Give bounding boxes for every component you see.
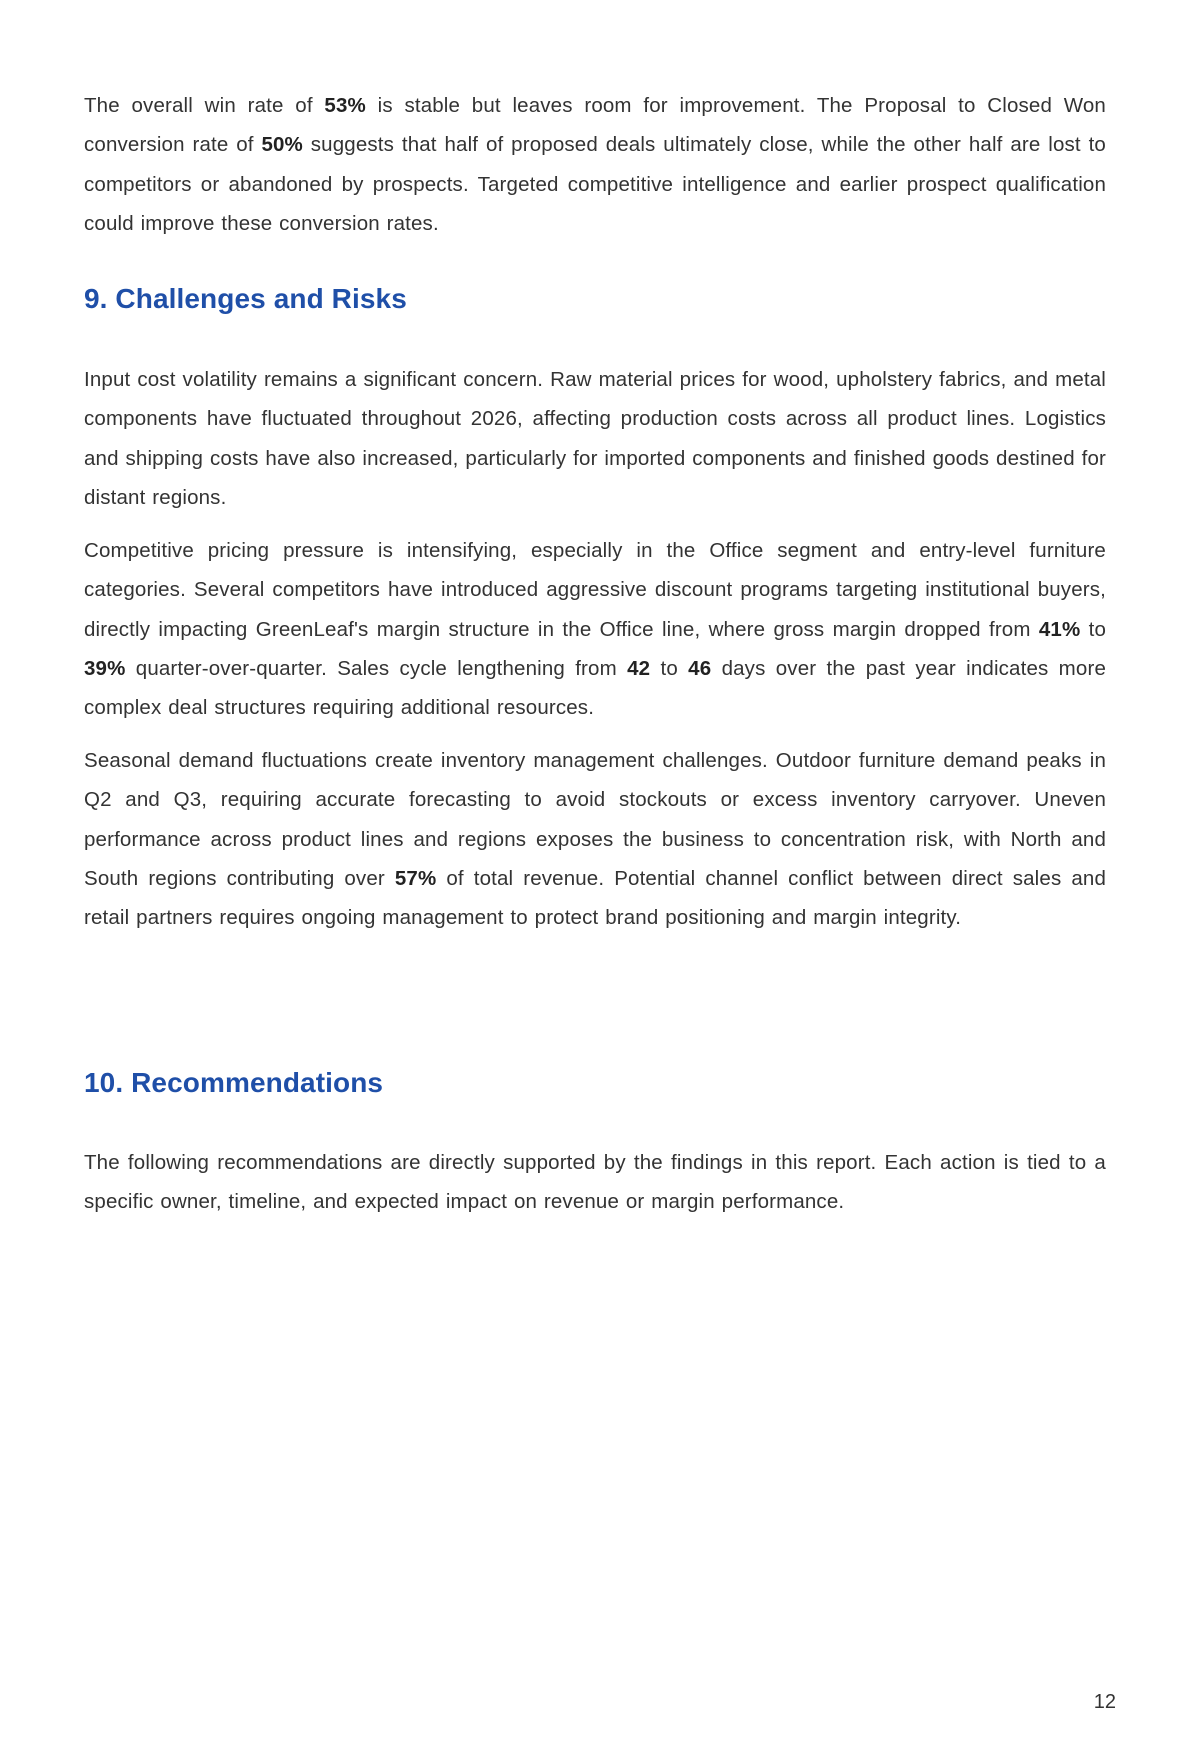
regional-share-value: 57% bbox=[394, 866, 437, 890]
text-run: to bbox=[1080, 617, 1106, 641]
conversion-rate-value: 50% bbox=[261, 133, 303, 157]
text-run: of total revenue. Potential channel conflict between direct sales and retail partners requires ongoing management to protect brand positioning and margin integrity. bbox=[84, 866, 1106, 930]
text-run: Competitive pricing pressure is intensifying, especially in the Office segment and entry-level furniture categories. Several competitors have introduced aggressive discount programs targeting institutional buyers, directly impacting GreenLeaf's margin structure in the Office line, where gross margin dropped from bbox=[84, 539, 1106, 641]
cycle-from-value: 42 bbox=[627, 656, 651, 680]
text-run: is stable but leaves room for improvement. The Proposal to Closed Won conversion rate of bbox=[84, 94, 1106, 157]
section-heading-recommendations: 10. Recommendations bbox=[84, 1067, 384, 1098]
recommendations-intro-paragraph: The following recommendations are directly supported by the findings in this report. Each action is tied to a specific owner, timeline, and expected impact on revenue or margin performance. bbox=[84, 1151, 1106, 1214]
text-run: suggests that half of proposed deals ultimately close, while the other half are lost to competitors or abandoned by prospects. Targeted competitive intelligence and earlier prospect qualification could improve these conversion rates. bbox=[84, 133, 1106, 235]
input-cost-paragraph: Input cost volatility remains a significant concern. Raw material prices for wood, upholstery fabrics, and metal components have fluctuated throughout 2026, affecting production costs across all product lines. Logistics and shipping costs have also increased, particularly for imported components and finished goods destined for distant regions. bbox=[84, 368, 1106, 509]
margin-to-value: 39% bbox=[84, 656, 126, 680]
seasonal-demand-paragraph bbox=[84, 741, 1106, 937]
cycle-to-value: 46 bbox=[688, 656, 712, 680]
margin-from-value: 41% bbox=[1038, 617, 1081, 641]
win-rate-value: 53% bbox=[324, 94, 366, 117]
text-run: Seasonal demand fluctuations create inventory management challenges. Outdoor furniture demand peaks in Q2 and Q3, requiring accurate forecasting to avoid stockouts or excess inventory carryover. Uneven performance across product lines and regions exposes the business to concentration risk, with North and South regions contributing over bbox=[84, 749, 1106, 890]
text-run: days over the past year indicates more complex deal structures requiring additional resources. bbox=[84, 656, 1106, 720]
page-number: 12 bbox=[1093, 1691, 1116, 1713]
competitive-pricing-paragraph bbox=[84, 531, 1106, 727]
section-heading-challenges-risks: 9. Challenges and Risks bbox=[84, 283, 407, 314]
text-run: to bbox=[650, 656, 689, 680]
win-rate-paragraph bbox=[84, 86, 1106, 243]
text-run: The overall win rate of bbox=[84, 94, 325, 117]
text-run: quarter-over-quarter. Sales cycle lengthening from bbox=[125, 656, 628, 680]
